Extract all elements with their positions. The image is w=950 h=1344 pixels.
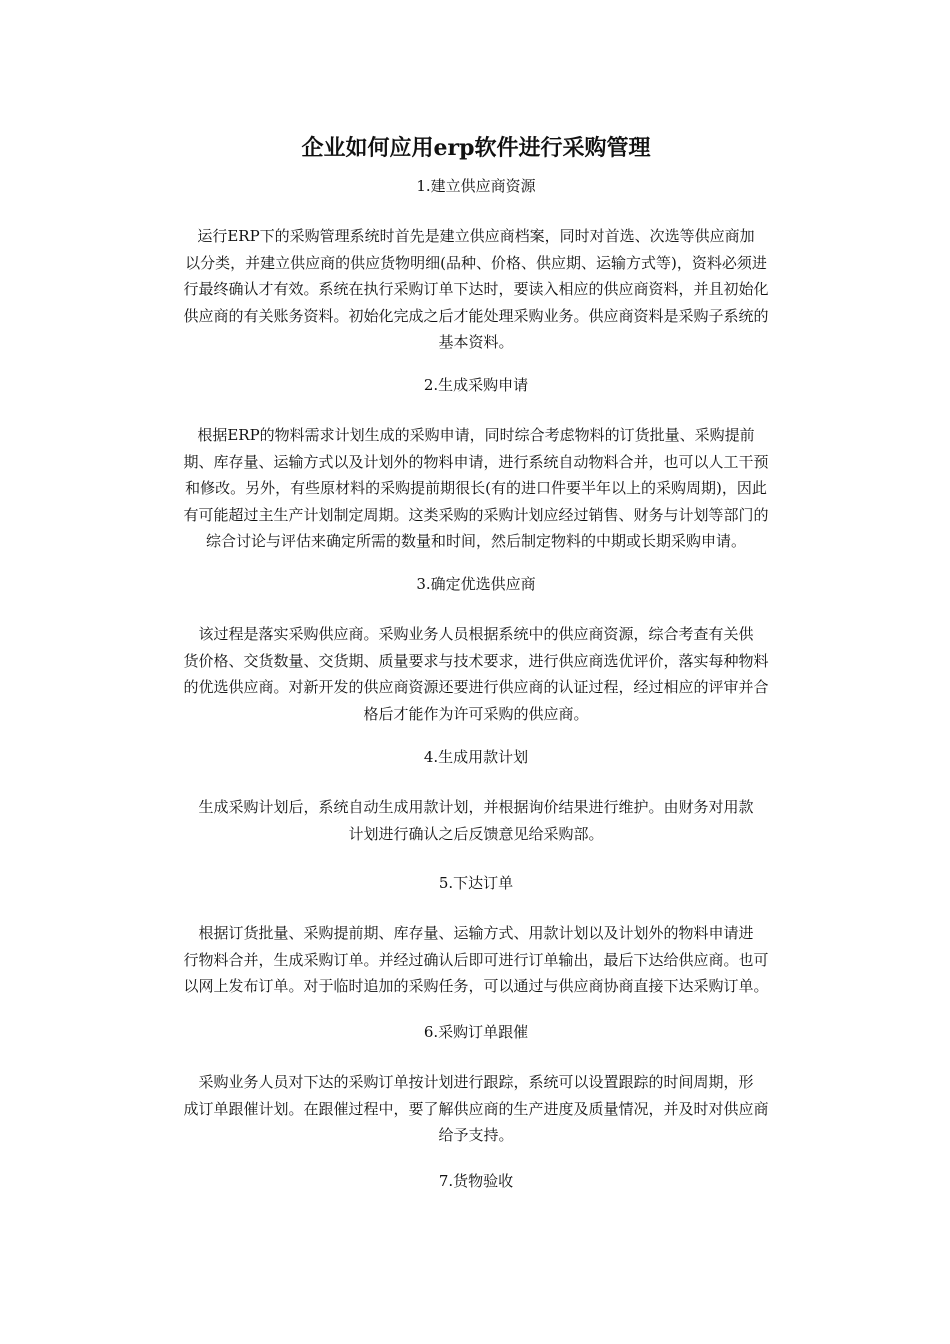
section-heading-3: 3.确定优选供应商 — [416, 575, 536, 593]
paragraph-line: 格后才能作为许可采购的供应商。 — [363, 704, 589, 723]
paragraph-line: 以分类，并建立供应商的供应货物明细(品种、价格、供应期、运输方式等)，资料必须进 — [185, 253, 767, 272]
paragraph-line: 成订单跟催计划。在跟催过程中，要了解供应商的生产进度及质量情况，并及时对供应商 — [183, 1099, 769, 1118]
paragraph-line: 根据订货批量、采购提前期、库存量、运输方式、用款计划以及计划外的物料申请进 — [198, 924, 754, 942]
section-paragraph-6 — [150, 1069, 802, 1149]
paragraph-line: 行物料合并，生成采购订单。并经过确认后即可进行订单输出，最后下达给供应商。也可 — [183, 950, 769, 969]
paragraph-line: 综合讨论与评估来确定所需的数量和时间，然后制定物料的中期或长期采购申请。 — [205, 532, 746, 550]
paragraph-line: 采购业务人员对下达的采购订单按计划进行跟踪，系统可以设置跟踪的时间周期，形 — [198, 1073, 754, 1091]
paragraph-line: 的优选供应商。对新开发的供应商资源还要进行供应商的认证过程，经过相应的评审并合 — [183, 678, 769, 696]
section-paragraph-4 — [150, 794, 802, 847]
section-paragraph-3 — [150, 621, 802, 727]
paragraph-line: 运行ERP下的采购管理系统时首先是建立供应商档案，同时对首选、次选等供应商加 — [197, 227, 755, 245]
paragraph-line: 行最终确认才有效。系统在执行采购订单下达时，要读入相应的供应商资料，并且初始化 — [183, 280, 769, 298]
section-paragraph-5 — [150, 920, 802, 1000]
paragraph-line: 根据ERP的物料需求计划生成的采购申请，同时综合考虑物料的订货批量、采购提前 — [197, 426, 755, 444]
page-title: 企业如何应用erp软件进行采购管理 — [301, 135, 651, 161]
section-heading-6: 6.采购订单跟催 — [423, 1023, 529, 1041]
section-paragraph-1 — [150, 223, 802, 356]
section-heading-1: 1.建立供应商资源 — [416, 177, 536, 195]
section-heading-7: 7.货物验收 — [438, 1172, 514, 1190]
section-heading-5: 5.下达订单 — [438, 874, 514, 892]
paragraph-line: 货价格、交货数量、交货期、质量要求与技术要求，进行供应商选优评价，落实每种物料 — [183, 651, 769, 670]
section-heading-2: 2.生成采购申请 — [423, 376, 529, 394]
paragraph-line: 计划进行确认之后反馈意见给采购部。 — [348, 824, 604, 843]
paragraph-line: 基本资料。 — [438, 333, 514, 351]
paragraph-line: 供应商的有关账务资料。初始化完成之后才能处理采购业务。供应商资料是采购子系统的 — [183, 306, 769, 325]
paragraph-line: 该过程是落实采购供应商。采购业务人员根据系统中的供应商资源，综合考查有关供 — [198, 625, 754, 643]
section-paragraph-2 — [150, 422, 802, 555]
section-heading-4: 4.生成用款计划 — [423, 748, 529, 766]
paragraph-line: 和修改。另外，有些原材料的采购提前期很长(有的进口件要半年以上的采购周期)，因此 — [185, 479, 767, 497]
paragraph-line: 有可能超过主生产计划制定周期。这类采购的采购计划应经过销售、财务与计划等部门的 — [183, 505, 769, 524]
paragraph-line: 给予支持。 — [438, 1126, 514, 1144]
paragraph-line: 以网上发布订单。对于临时追加的采购任务，可以通过与供应商协商直接下达采购订单。 — [183, 977, 769, 995]
paragraph-line: 生成采购计划后，系统自动生成用款计划，并根据询价结果进行维护。由财务对用款 — [198, 798, 754, 816]
paragraph-line: 期、库存量、运输方式以及计划外的物料申请，进行系统自动物料合并，也可以人工干预 — [183, 452, 769, 471]
